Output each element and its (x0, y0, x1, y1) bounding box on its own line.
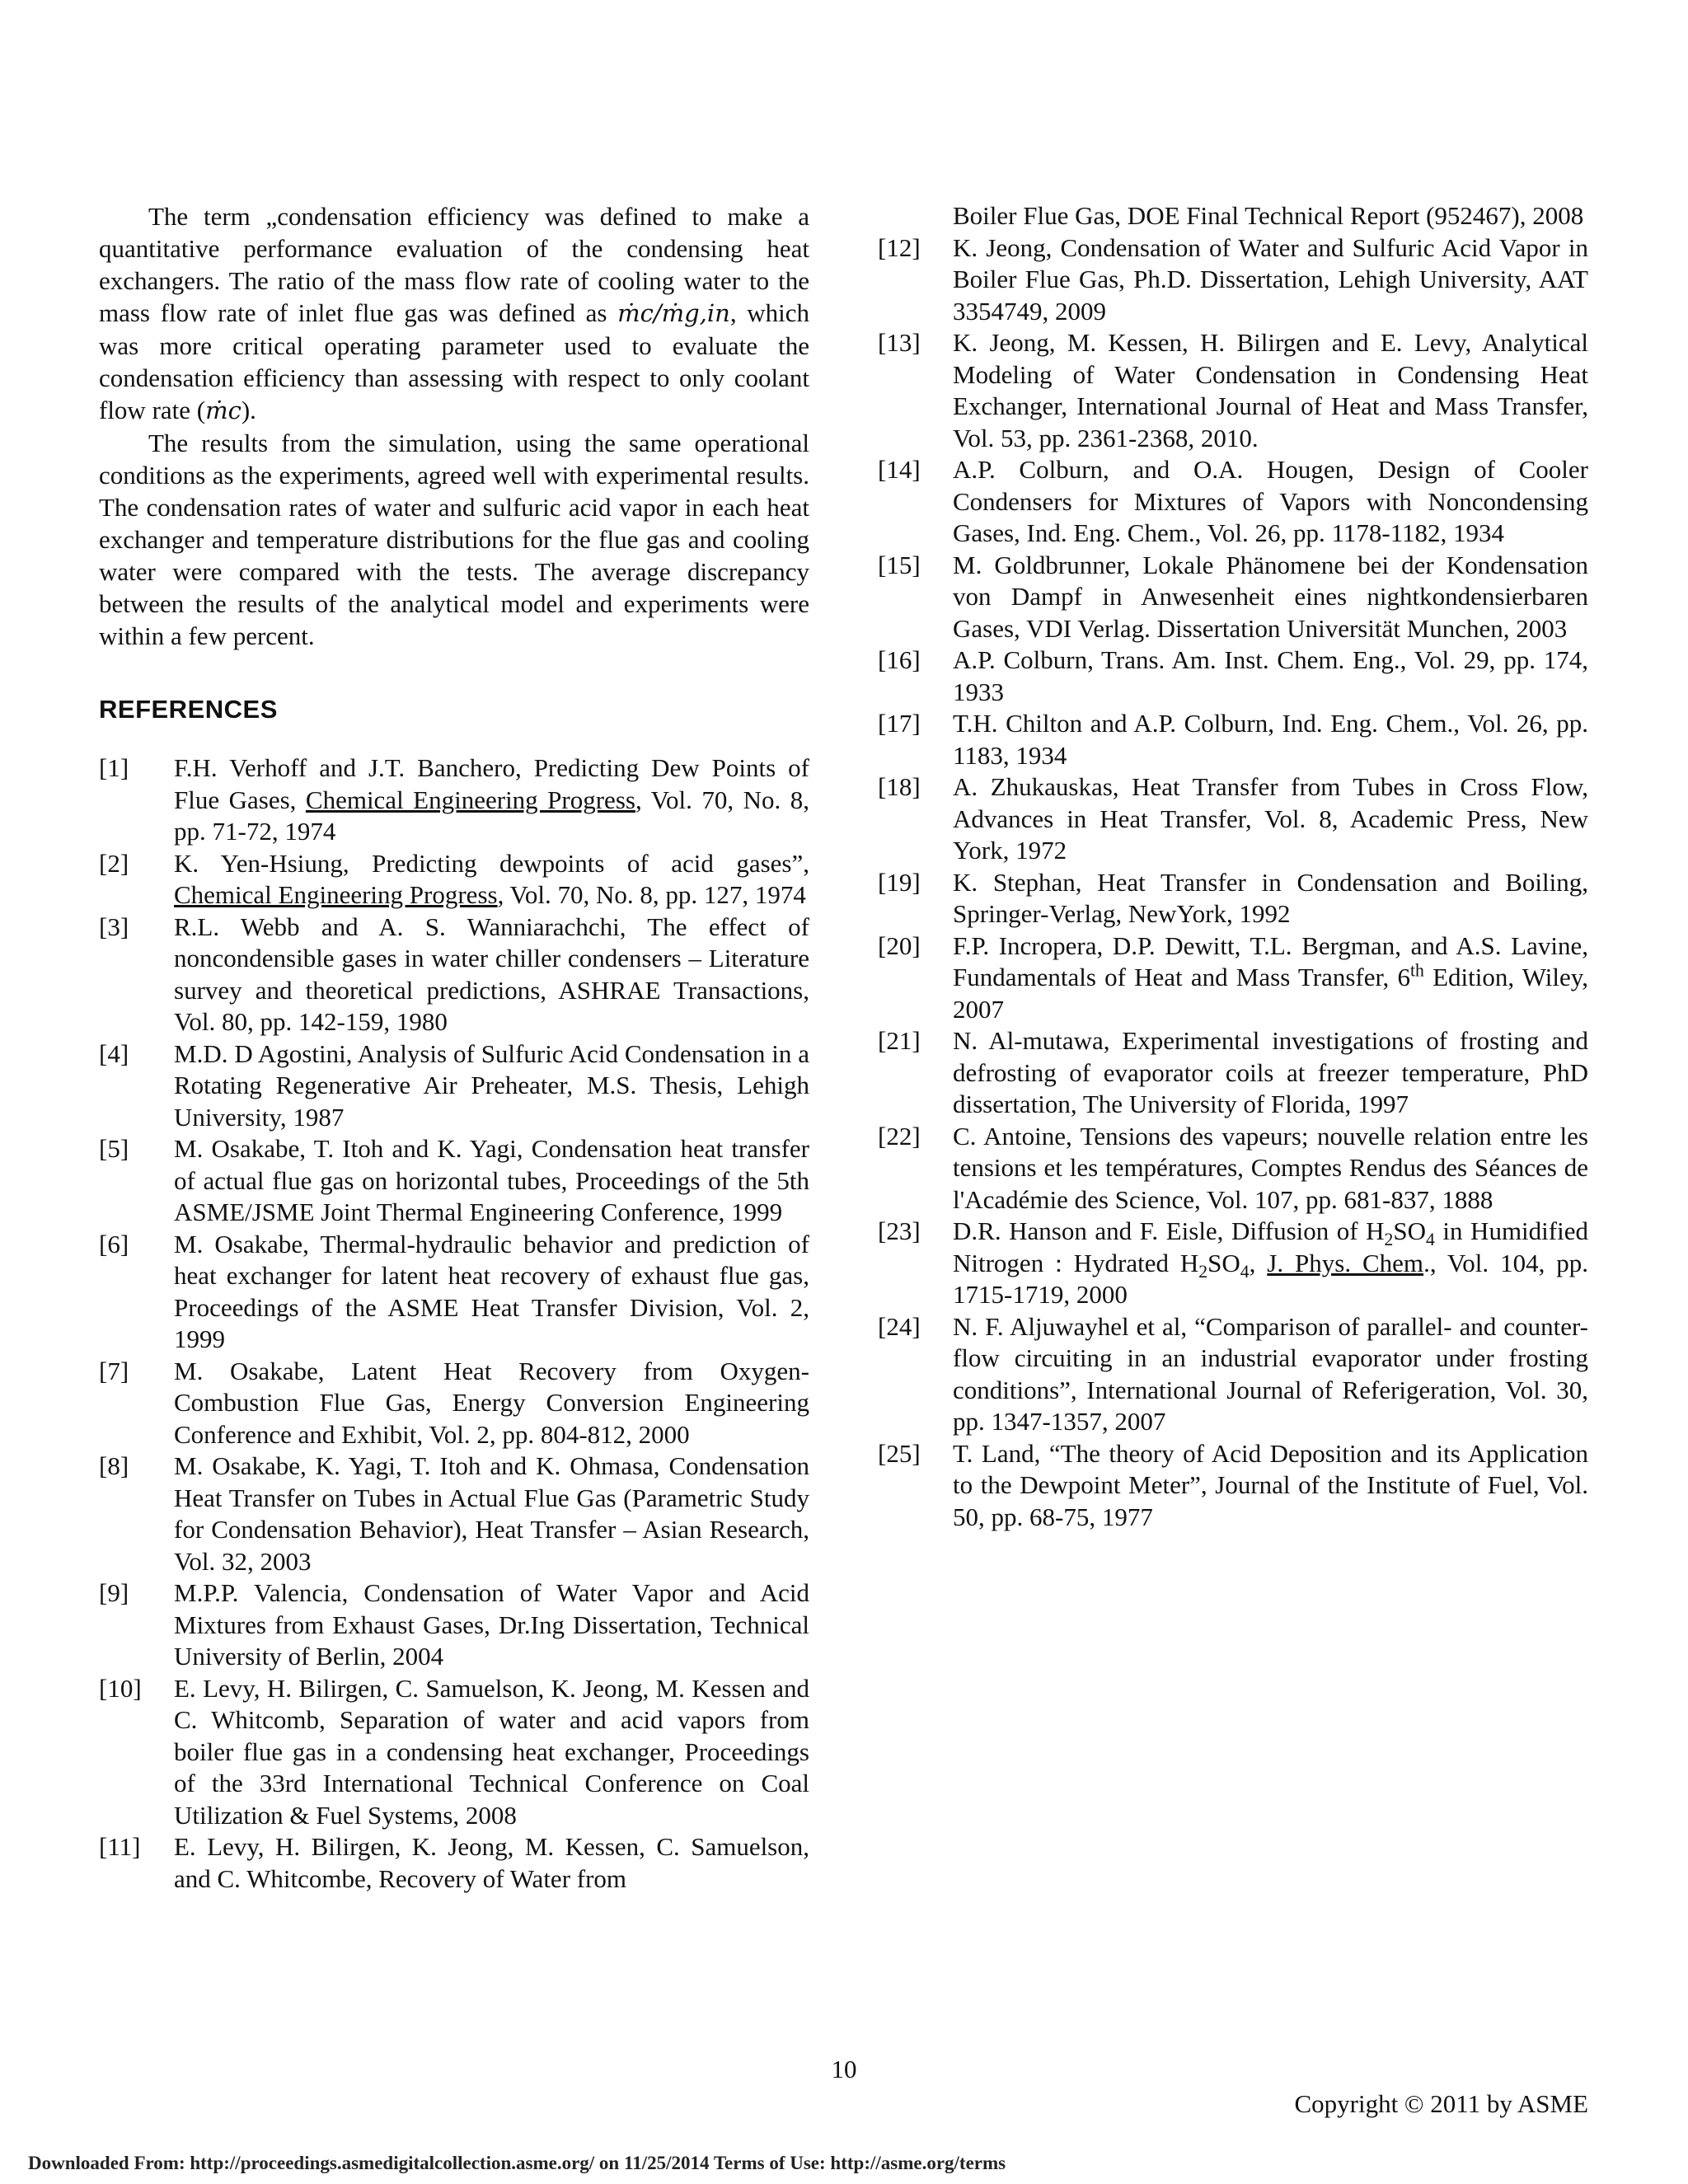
reference-item (99, 1038, 809, 1134)
reference-text-part: D.R. Hanson and F. Eisle, Diffusion of H (953, 1216, 1385, 1245)
reference-number: [6] (99, 1229, 129, 1258)
reference-item (878, 454, 1588, 550)
journal-name: J. Phys. Chem (1267, 1248, 1424, 1277)
reference-item (878, 930, 1588, 1026)
subscript: 2 (1384, 1230, 1394, 1250)
reference-text: K. Jeong, M. Kessen, H. Bilirgen and E. Levy, Analytical Modeling of Water Condensation in Condensing Heat Exchanger, International Journal of Heat and Mass Transfer, Vol. 53, pp. 2361-2368, 2010. (953, 328, 1588, 452)
reference-number: [22] (878, 1121, 921, 1151)
download-notice: Downloaded From: http://proceedings.asmedigitalcollection.asme.org/ on 11/25/2014 Terms of Use: http://asme.org/terms (28, 2153, 1006, 2173)
reference-text: A.P. Colburn, and O.A. Hougen, Design of Cooler Condensers for Mixtures of Vapors with Noncondensing Gases, Ind. Eng. Chem., Vol. 26, pp. 1178-1182, 1934 (953, 455, 1588, 547)
journal-name: Chemical Engineering Progress (174, 880, 498, 909)
reference-item (878, 1311, 1588, 1438)
subscript: 4 (1240, 1261, 1250, 1282)
reference-text: M. Osakabe, K. Yagi, T. Itoh and K. Ohmasa, Condensation Heat Transfer on Tubes in Actual Flue Gas (Parametric Study for Condensation Behavior), Heat Transfer – Asian Research, Vol. 32, 2003 (174, 1451, 809, 1576)
right-column (878, 200, 1588, 1533)
reference-text-part: , Vol. 70, No. 8, pp. 71-72, 1974 (174, 785, 809, 846)
reference-text-part: , Vol. 70, No. 8, pp. 127, 1974 (497, 880, 806, 909)
left-column (99, 200, 809, 1895)
reference-text: M.P.P. Valencia, Condensation of Water Vapor and Acid Mixtures from Exhaust Gases, Dr.Ing Dissertation, Technical University of Berlin, 2004 (174, 1578, 809, 1671)
reference-number: [2] (99, 848, 129, 878)
reference-number (878, 200, 953, 232)
reference-item (878, 327, 1588, 454)
reference-item (99, 1229, 809, 1356)
reference-number: [17] (878, 709, 921, 738)
reference-number: [3] (99, 912, 129, 941)
reference-text: T. Land, “The theory of Acid Deposition and its Application to the Dewpoint Meter”, Journal of the Institute of Fuel, Vol. 50, pp. 68-75, 1977 (953, 1438, 1588, 1531)
reference-item (878, 708, 1588, 771)
reference-text: M. Osakabe, Latent Heat Recovery from Oxygen-Combustion Flue Gas, Energy Conversion Engineering Conference and Exhibit, Vol. 2, pp. 804-812, 2000 (174, 1356, 809, 1449)
reference-text-part: SO (1393, 1216, 1427, 1245)
math-mass-flow-ratio: ṁc/ṁg,in (617, 299, 730, 327)
references-heading: REFERENCES (99, 695, 278, 724)
reference-number: [1] (99, 753, 129, 782)
reference-number: [13] (878, 328, 921, 357)
reference-number: [5] (99, 1134, 129, 1163)
reference-number: [4] (99, 1038, 129, 1068)
reference-text (174, 752, 809, 848)
reference-number: [21] (878, 1026, 921, 1055)
reference-text-part: Edition, Wiley, 2007 (953, 963, 1588, 1024)
subscript: 2 (1198, 1261, 1208, 1282)
reference-item (878, 771, 1588, 867)
reference-text (953, 930, 1588, 1026)
reference-item (99, 1133, 809, 1229)
reference-text: M. Osakabe, T. Itoh and K. Yagi, Condensation heat transfer of actual flue gas on horizontal tubes, Proceedings of the 5th ASME/JSME Joint Thermal Engineering Conference, 1999 (174, 1134, 809, 1226)
copyright-notice: Copyright © 2011 by ASME (1294, 2089, 1588, 2118)
reference-item (878, 1025, 1588, 1121)
reference-number: [15] (878, 550, 921, 579)
reference-text: T.H. Chilton and A.P. Colburn, Ind. Eng. Chem., Vol. 26, pp. 1183, 1934 (953, 709, 1588, 770)
reference-item (878, 1438, 1588, 1534)
reference-text: M. Osakabe, Thermal-hydraulic behavior and prediction of heat exchanger for latent heat recovery of exhaust flue gas, Proceedings of the ASME Heat Transfer Division, Vol. 2, 1999 (174, 1229, 809, 1353)
reference-number: [7] (99, 1356, 129, 1385)
reference-text: K. Stephan, Heat Transfer in Condensation and Boiling, Springer-Verlag, NewYork, 1992 (953, 867, 1588, 928)
reference-item (99, 1451, 809, 1577)
reference-number: [14] (878, 455, 921, 484)
reference-text-part: , (1249, 1248, 1268, 1277)
reference-item (878, 1216, 1588, 1311)
reference-item (878, 1121, 1588, 1216)
reference-number: [11] (99, 1832, 141, 1861)
paragraph-text: ). (241, 396, 256, 424)
paragraph-text: The term „condensation efficiency was defined to make a quantitative performance evaluation of the condensing heat exchangers. The ratio of the mass flow rate of cooling water to the mass flow rate of inlet flue gas was defined as (99, 202, 809, 327)
reference-text: N. F. Aljuwayhel et al, “Comparison of parallel- and counter-flow circuiting in an industrial evaporator under frosting conditions”, International Journal of Referigeration, Vol. 30, pp. 1347-1357, 2007 (953, 1311, 1588, 1436)
reference-item (99, 1577, 809, 1673)
reference-text: Boiler Flue Gas, DOE Final Technical Report (952467), 2008 (953, 201, 1584, 230)
reference-text-part: SO (1207, 1248, 1240, 1277)
reference-text-part: ., Vol. 104, pp. 1715-1719, 2000 (953, 1248, 1589, 1309)
reference-text: A.P. Colburn, Trans. Am. Inst. Chem. Eng., Vol. 29, pp. 174, 1933 (953, 645, 1588, 706)
reference-number: [16] (878, 645, 921, 674)
reference-item (99, 848, 809, 912)
reference-item (878, 232, 1588, 328)
reference-number: [9] (99, 1578, 129, 1607)
reference-text: R.L. Webb and A. S. Wanniarachchi, The effect of noncondensible gases in water chiller condensers – Literature survey and theoretical predictions, ASHRAE Transactions, Vol. 80, pp. 142-159, 1980 (174, 912, 809, 1036)
journal-name: Chemical Engineering Progress (305, 785, 635, 814)
reference-item (878, 867, 1588, 930)
reference-text: M.D. D Agostini, Analysis of Sulfuric Acid Condensation in a Rotating Regenerative Air Preheater, M.S. Thesis, Lehigh University, 1987 (174, 1038, 809, 1132)
reference-item (878, 550, 1588, 645)
reference-number: [19] (878, 867, 921, 897)
reference-text: A. Zhukauskas, Heat Transfer from Tubes in Cross Flow, Advances in Heat Transfer, Vol. 8, Academic Press, New York, 1972 (953, 772, 1588, 865)
reference-text: N. Al-mutawa, Experimental investigations of frosting and defrosting of evaporator coils at freezer temperature, PhD dissertation, The University of Florida, 1997 (953, 1026, 1588, 1118)
reference-item (99, 1356, 809, 1451)
reference-text-part: K. Yen-Hsiung, Predicting dewpoints of acid gases”, (174, 848, 809, 878)
reference-number: [20] (878, 930, 921, 960)
reference-number: [25] (878, 1438, 921, 1468)
reference-text: M. Goldbrunner, Lokale Phänomene bei der Kondensation von Dampf in Anwesenheit eines nightkondensierbaren Gases, VDI Verlag. Dissertation Universität Munchen, 2003 (953, 550, 1588, 643)
paragraph-text: , which was more critical operating parameter used to evaluate the condensation efficiency than assessing with respect to only coolant flow rate ( (99, 298, 809, 424)
paragraph-condensation-efficiency (99, 200, 809, 427)
reference-text (174, 848, 809, 912)
reference-item (99, 1673, 809, 1832)
superscript: th (1410, 960, 1424, 981)
reference-item (99, 1831, 809, 1895)
math-coolant-flow: ṁc (205, 396, 241, 424)
subscript: 4 (1426, 1230, 1435, 1250)
reference-number: [24] (878, 1311, 921, 1341)
reference-item-continued (878, 200, 1588, 232)
reference-number: [23] (878, 1216, 921, 1245)
reference-text-part: F.P. Incropera, D.P. Dewitt, T.L. Bergman, and A.S. Lavine, Fundamentals of Heat and Mass Transfer, 6 (953, 930, 1588, 991)
reference-item (878, 644, 1588, 708)
paragraph-simulation-results: The results from the simulation, using the same operational conditions as the experiments, agreed well with experimental results. The condensation rates of water and sulfuric acid vapor in each heat exchanger and temperature distributions for the flue gas and cooling water were compared with the tests. The average discrepancy between the results of the analytical model and experiments were within a few percent. (99, 429, 809, 650)
reference-text: C. Antoine, Tensions des vapeurs; nouvelle relation entre les tensions et les températures, Comptes Rendus des Séances de l'Académie des Science, Vol. 107, pp. 681-837, 1888 (953, 1121, 1588, 1214)
reference-text-part: in Humidified Nitrogen : Hydrated H (953, 1216, 1588, 1277)
page-number: 10 (831, 2055, 857, 2083)
reference-text: K. Jeong, Condensation of Water and Sulfuric Acid Vapor in Boiler Flue Gas, Ph.D. Dissertation, Lehigh University, AAT 3354749, 2009 (953, 232, 1588, 326)
reference-text: E. Levy, H. Bilirgen, K. Jeong, M. Kessen, C. Samuelson, and C. Whitcombe, Recovery of Water from (174, 1832, 809, 1893)
reference-number: [18] (878, 772, 921, 801)
reference-item (99, 752, 809, 848)
reference-item (99, 912, 809, 1038)
reference-text: E. Levy, H. Bilirgen, C. Samuelson, K. Jeong, M. Kessen and C. Whitcomb, Separation of water and acid vapors from boiler flue gas in a condensing heat exchanger, Proceedings of the 33rd International Technical Conference on Coal Utilization & Fuel Systems, 2008 (174, 1673, 809, 1830)
reference-text (953, 1216, 1588, 1311)
reference-number: [12] (878, 232, 921, 262)
reference-number: [10] (99, 1673, 142, 1703)
reference-number: [8] (99, 1451, 129, 1480)
reference-text-part: F.H. Verhoff and J.T. Banchero, Predicting Dew Points of Flue Gases, (174, 753, 809, 814)
